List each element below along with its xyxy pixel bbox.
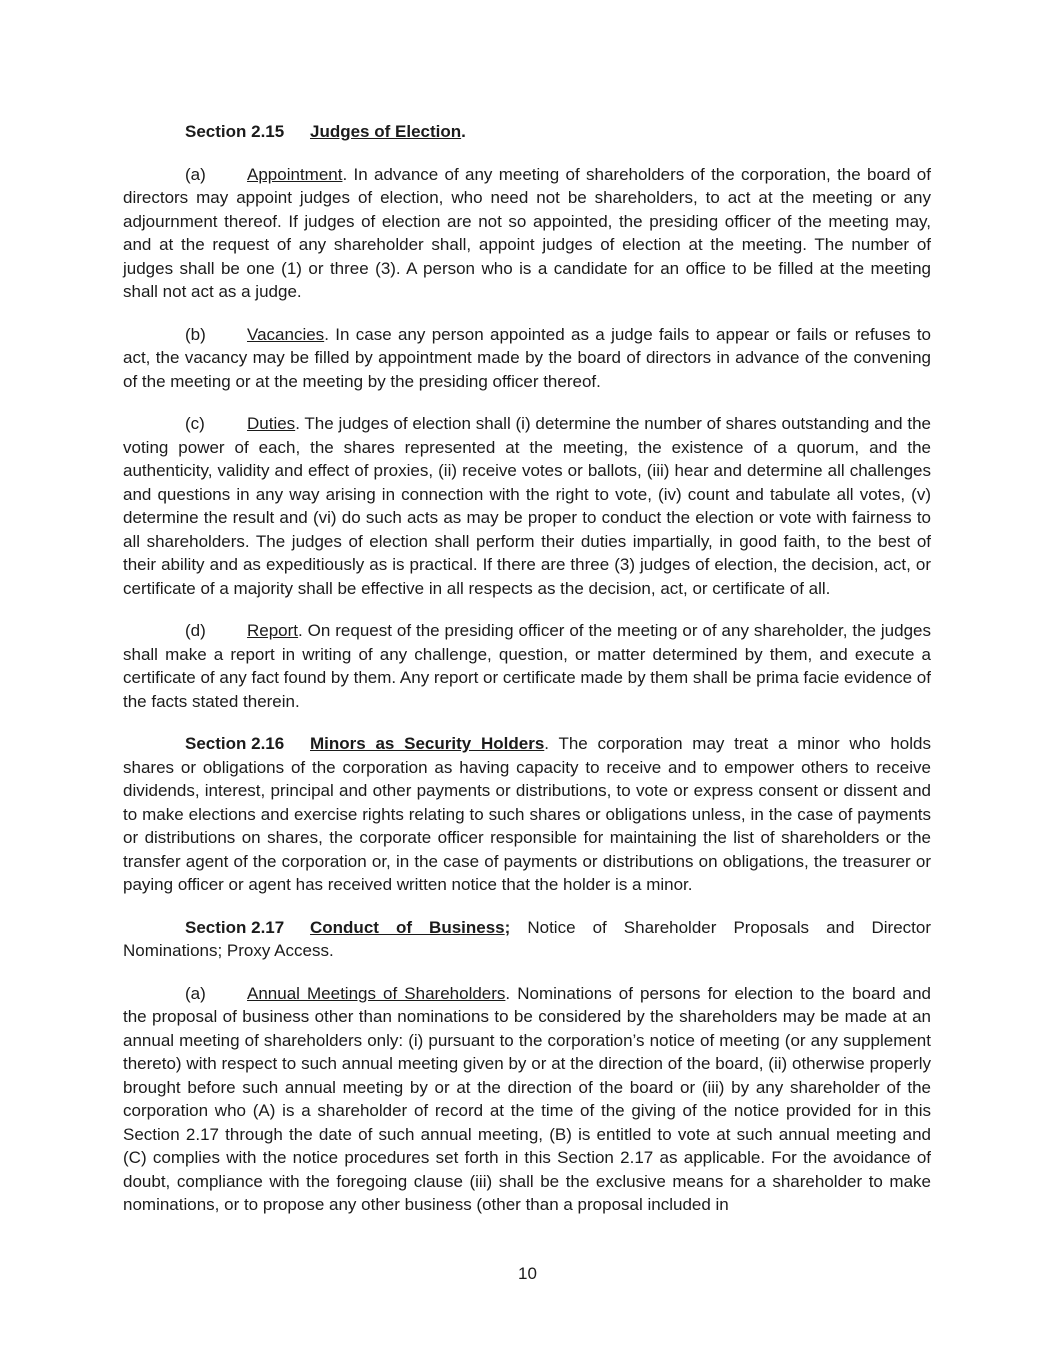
section-paragraph [123, 732, 931, 897]
text-run: Report [247, 621, 299, 640]
text-run: . [461, 122, 466, 141]
item-letter-label: (b) [185, 324, 206, 344]
document-body [123, 120, 931, 1236]
text-run: Minors as Security Holders [310, 734, 545, 753]
body-paragraph [123, 412, 931, 600]
section-number-label: Section 2.15 [185, 122, 285, 141]
text-run: . The corporation may treat a minor who holds shares or obligations of the corporation as having capacity to receive and to empower others to receive dividends, interest, principal and other payments or distributions, to vote or express consent or dissent and to make elections and exercise rights relating to such shares or obligations unless, in the case of payments or distributions on shares, the corporate officer responsible for maintaining the list of shareholders or the transfer agent of the corporation or, in the case of payments or distributions on obligations, the treasurer or paying officer or agent has received written notice that the holder is a minor. [123, 734, 931, 894]
item-letter-label: (c) [185, 414, 205, 433]
body-paragraph [123, 619, 931, 713]
text-run: . On request of the presiding officer of the meeting or of any shareholder, the judges shall make a report in writing of any challenge, question, or matter determined by them, and execute a certificate of any fact found by them. Any report or certificate made by them shall be prima facie evidence of the facts stated therein. [123, 621, 931, 711]
item-letter-label: (a) [185, 164, 206, 184]
text-run: Judges of Election [310, 122, 462, 141]
section-paragraph [123, 120, 931, 144]
text-run: Appointment [247, 164, 343, 184]
body-paragraph [123, 323, 931, 394]
text-run: . The judges of election shall (i) determine the number of shares outstanding and the voting power of each, the shares represented at the meeting, the existence of a quorum, and the authenticity, validity and effect of proxies, (ii) receive votes or ballots, (iii) hear and determine all challenges and questions in any way arising in connection with the right to vote, (iv) count and tabulate all votes, (v) determine the result and (vi) do such acts as may be proper to conduct the election or vote with fairness to all shareholders. The judges of election shall perform their duties impartially, in good faith, to the best of their ability and as expeditiously as is practical. If there are three (3) judges of election, the decision, act, or certificate of a majority shall be effective in all respects as the decision, act, or certificate of all. [123, 414, 931, 598]
body-paragraph [123, 982, 931, 1217]
text-run: Conduct of Business [310, 917, 505, 937]
text-run: . In case any person appointed as a judge fails to appear or fails or refuses to act, the vacancy may be filled by appointment made by the board of directors in advance of the convening of the meeting or at the meeting by the presiding officer thereof. [123, 324, 931, 391]
section-paragraph [123, 916, 931, 963]
item-letter-label: (a) [185, 983, 206, 1003]
text-run: Annual Meetings of Shareholders [247, 983, 506, 1003]
text-run: Vacancies [247, 324, 325, 344]
item-letter-label: (d) [185, 621, 206, 640]
text-run: . Nominations of persons for election to the board and the proposal of business other than nominations to be considered by the shareholders may be made at an annual meeting of shareholders only: (i) pursuant to the corporation’s notice of meeting (or any supplement thereto) with respect to such annual meeting given by or at the direction of the board, (ii) otherwise properly brought before such annual meeting by or at the direction of the board or (iii) by any shareholder of the corporation who (A) is a shareholder of record at the time of the giving of the notice provided for in this Section 2.17 through the date of such annual meeting, (B) is entitled to vote at such annual meeting and (C) complies with the notice procedures set forth in this Section 2.17 as applicable. For the avoidance of doubt, compliance with the foregoing clause (iii) shall be the exclusive means for a shareholder to make nominations, or to propose any other business (other than a proposal included in [123, 983, 931, 1214]
text-run: . In advance of any meeting of shareholders of the corporation, the board of directors may appoint judges of election, who need not be shareholders, to act at the meeting or any adjournment thereof. If judges of election are not so appointed, the presiding officer of the meeting may, and at the request of any shareholder shall, appoint judges of election at the meeting. The number of judges shall be one (1) or three (3). A person who is a candidate for an office to be filled at the meeting shall not act as a judge. [123, 164, 931, 301]
section-number-label: Section 2.17 [185, 917, 285, 937]
body-paragraph [123, 163, 931, 304]
text-run: ; [504, 917, 511, 937]
text-run: Duties [247, 414, 296, 433]
text-run: Notice of Shareholder Proposals and Director Nominations; Proxy Access. [123, 917, 931, 960]
page-number: 10 [518, 1264, 537, 1283]
section-number-label: Section 2.16 [185, 734, 285, 753]
